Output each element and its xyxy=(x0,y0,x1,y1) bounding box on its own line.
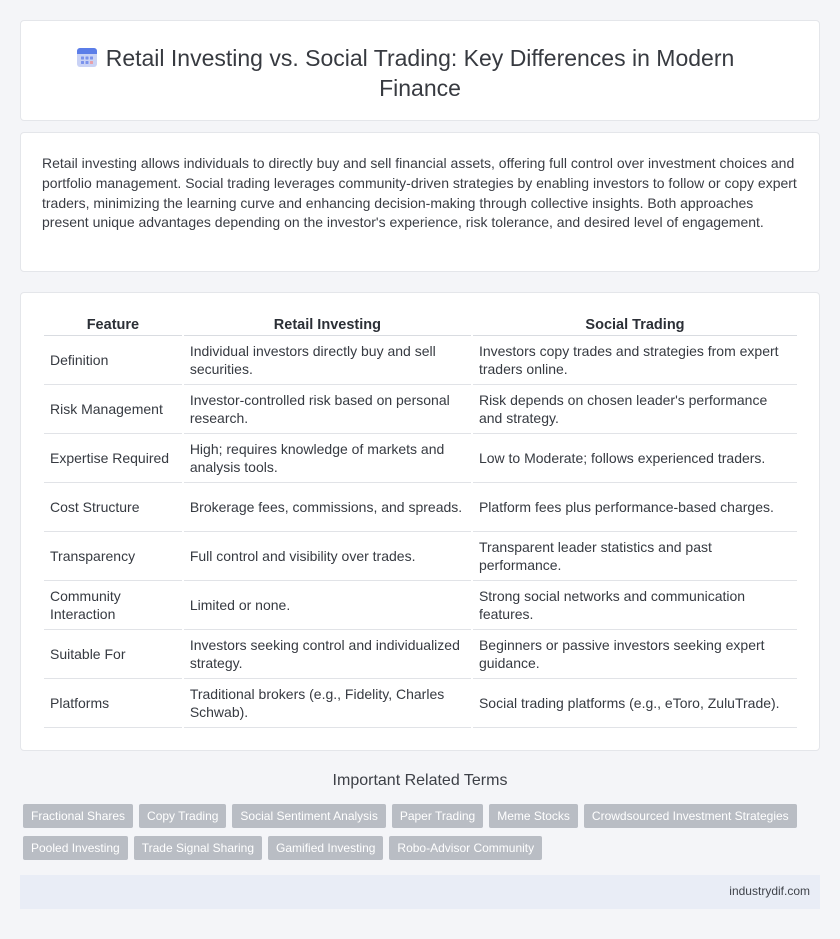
retail-cell: Full control and visibility over trades. xyxy=(184,532,471,581)
tag-row xyxy=(23,836,813,860)
comparison-card xyxy=(20,292,820,751)
retail-cell: Investor-controlled risk based on personal research. xyxy=(184,385,471,434)
header-social-trading: Social Trading xyxy=(473,315,797,336)
intro-paragraph: Retail investing allows individuals to directly buy and sell financial assets, offering full control over investment choices and portfolio management. Social trading leverages community-driven strategies by enabling investors to follow or copy expert traders, minimizing the learning curve and enhancing decision-making through collective insights. Both approaches present unique advantages depending on the investor's experience, risk tolerance, and desired level of engagement. xyxy=(42,155,797,231)
header-feature: Feature xyxy=(44,315,182,336)
social-cell: Beginners or passive investors seeking expert guidance. xyxy=(473,630,797,679)
table-row xyxy=(44,630,797,679)
header-card xyxy=(20,20,820,121)
tag-row xyxy=(23,804,813,828)
feature-cell: Transparency xyxy=(44,532,182,581)
table-row xyxy=(44,679,797,728)
tag-pooled-investing[interactable]: Pooled Investing xyxy=(23,836,128,860)
table-row xyxy=(44,385,797,434)
footer xyxy=(20,875,820,909)
social-cell: Risk depends on chosen leader's performance and strategy. xyxy=(473,385,797,434)
tag-meme-stocks[interactable]: Meme Stocks xyxy=(489,804,578,828)
tag-social-sentiment-analysis[interactable]: Social Sentiment Analysis xyxy=(232,804,385,828)
intro-card xyxy=(20,132,820,272)
tag-crowdsourced-investment-strategies[interactable]: Crowdsourced Investment Strategies xyxy=(584,804,797,828)
header-retail-investing: Retail Investing xyxy=(184,315,471,336)
feature-cell: Cost Structure xyxy=(44,483,182,532)
table-row xyxy=(44,336,797,385)
table-row xyxy=(44,532,797,581)
feature-cell: Community Interaction xyxy=(44,581,182,630)
feature-cell: Platforms xyxy=(44,679,182,728)
retail-cell: Individual investors directly buy and sell securities. xyxy=(184,336,471,385)
retail-cell: High; requires knowledge of markets and analysis tools. xyxy=(184,434,471,483)
table-header-row xyxy=(44,315,797,336)
tag-gamified-investing[interactable]: Gamified Investing xyxy=(268,836,383,860)
tag-paper-trading[interactable]: Paper Trading xyxy=(392,804,483,828)
tag-copy-trading[interactable]: Copy Trading xyxy=(139,804,226,828)
retail-cell: Investors seeking control and individualized strategy. xyxy=(184,630,471,679)
retail-cell: Limited or none. xyxy=(184,581,471,630)
table-row xyxy=(44,434,797,483)
feature-cell: Risk Management xyxy=(44,385,182,434)
feature-cell: Definition xyxy=(44,336,182,385)
related-terms-title: Important Related Terms xyxy=(332,772,508,789)
tag-trade-signal-sharing[interactable]: Trade Signal Sharing xyxy=(134,836,262,860)
footer-site[interactable]: industrydif.com xyxy=(729,884,810,898)
social-cell: Low to Moderate; follows experienced traders. xyxy=(473,434,797,483)
feature-cell: Suitable For xyxy=(44,630,182,679)
comparison-table xyxy=(42,315,799,728)
page-title: Retail Investing vs. Social Trading: Key Differences in Modern Finance xyxy=(105,45,735,101)
tag-fractional-shares[interactable]: Fractional Shares xyxy=(23,804,133,828)
feature-cell: Expertise Required xyxy=(44,434,182,483)
retail-cell: Traditional brokers (e.g., Fidelity, Charles Schwab). xyxy=(184,679,471,728)
tag-robo-advisor-community[interactable]: Robo-Advisor Community xyxy=(389,836,542,860)
table-row xyxy=(44,483,797,532)
table-row xyxy=(44,581,797,630)
social-cell: Strong social networks and communication features. xyxy=(473,581,797,630)
retail-cell: Brokerage fees, commissions, and spreads. xyxy=(184,483,471,532)
social-cell: Social trading platforms (e.g., eToro, ZuluTrade). xyxy=(473,679,797,728)
social-cell: Investors copy trades and strategies from expert traders online. xyxy=(473,336,797,385)
social-cell: Transparent leader statistics and past performance. xyxy=(473,532,797,581)
related-terms-tags xyxy=(23,804,813,868)
social-cell: Platform fees plus performance-based charges. xyxy=(473,483,797,532)
